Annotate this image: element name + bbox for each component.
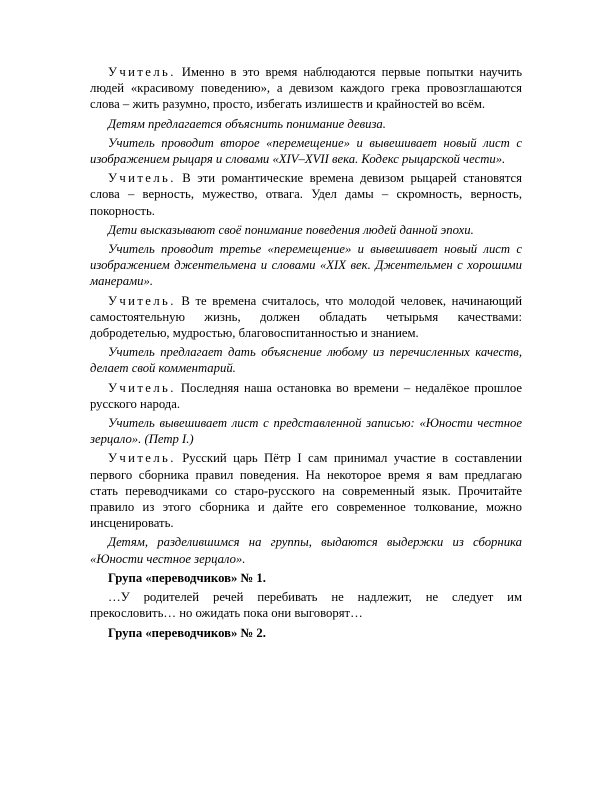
group-heading: Група «переводчиков» № 1. [108,570,266,585]
paragraph-speaker [90,450,522,531]
paragraph-text: В эти романтические времена девизом рыцарей становятся слова – верность, мужество, отвага. Удел дамы – скромность, верность, покорность. [90,171,522,218]
paragraph-instruction: Учитель проводит второе «перемещение» и вывешивает новый лист с изображением рыцаря и словами «XIV–XVII века. Кодекс рыцарской чести». [90,135,522,167]
paragraph-instruction: Учитель проводит третье «перемещение» и вывешивает новый лист с изображением джентельмена и словами «XIX век. Джентельмен с хорошими манерами». [90,242,522,289]
paragraph-instruction: Дети высказывают своё понимание поведения людей данной эпохи. [108,222,474,237]
paragraph-speaker [90,380,522,412]
speaker-label: Учитель. [108,380,176,395]
document-page [90,64,522,644]
paragraph-speaker [90,64,522,113]
group-heading: Група «переводчиков» № 2. [108,625,266,640]
paragraph-instruction: Детям, разделившимся на группы, выдаются выдержки из сборника «Юности честное зерцало». [90,535,522,566]
speaker-label: Учитель. [108,451,176,466]
paragraph-quote: …У родителей речей перебивать не надлежит, не следует им прекословить… но ожидать пока они выговорят… [90,590,522,621]
paragraph-instruction: Детям предлагается объяснить понимание девиза. [108,116,386,131]
speaker-label: Учитель. [108,65,176,79]
speaker-label: Учитель. [108,293,176,308]
paragraph-text: Последняя наша остановка во времени – недалёкое прошлое русского народа. [90,380,522,411]
paragraph-text: В те времена считалось, что молодой человек, начинающий самостоятельную жизнь, должен обладать четырьмя качествами: добродетелью, мудростью, благовоспитанностью и знанием. [90,293,522,341]
paragraph-text: Русский царь Пётр I сам принимал участие в составлении первого сборника правил поведения. На некоторое время я вам предлагаю стать переводчиками со старо-русского на современный язык. Прочитайте правило из этого сборника и дайте его современное толкование, можно инсценировать. [90,451,522,531]
paragraph-speaker [90,170,522,219]
paragraph-speaker [90,293,522,342]
paragraph-text: Именно в это время наблюдаются первые попытки научить людей «красивому поведению», а девизом каждого грека провозглашаются слова – жить разумно, просто, избегать излишеств и крайностей во всём. [90,65,522,112]
paragraph-instruction: Учитель предлагает дать объяснение любому из перечисленных качеств, делает свой комментарий. [90,345,522,376]
speaker-label: Учитель. [108,171,176,186]
paragraph-instruction: Учитель вывешивает лист с представленной записью: «Юности честное зерцало». (Петр I.) [90,416,522,447]
